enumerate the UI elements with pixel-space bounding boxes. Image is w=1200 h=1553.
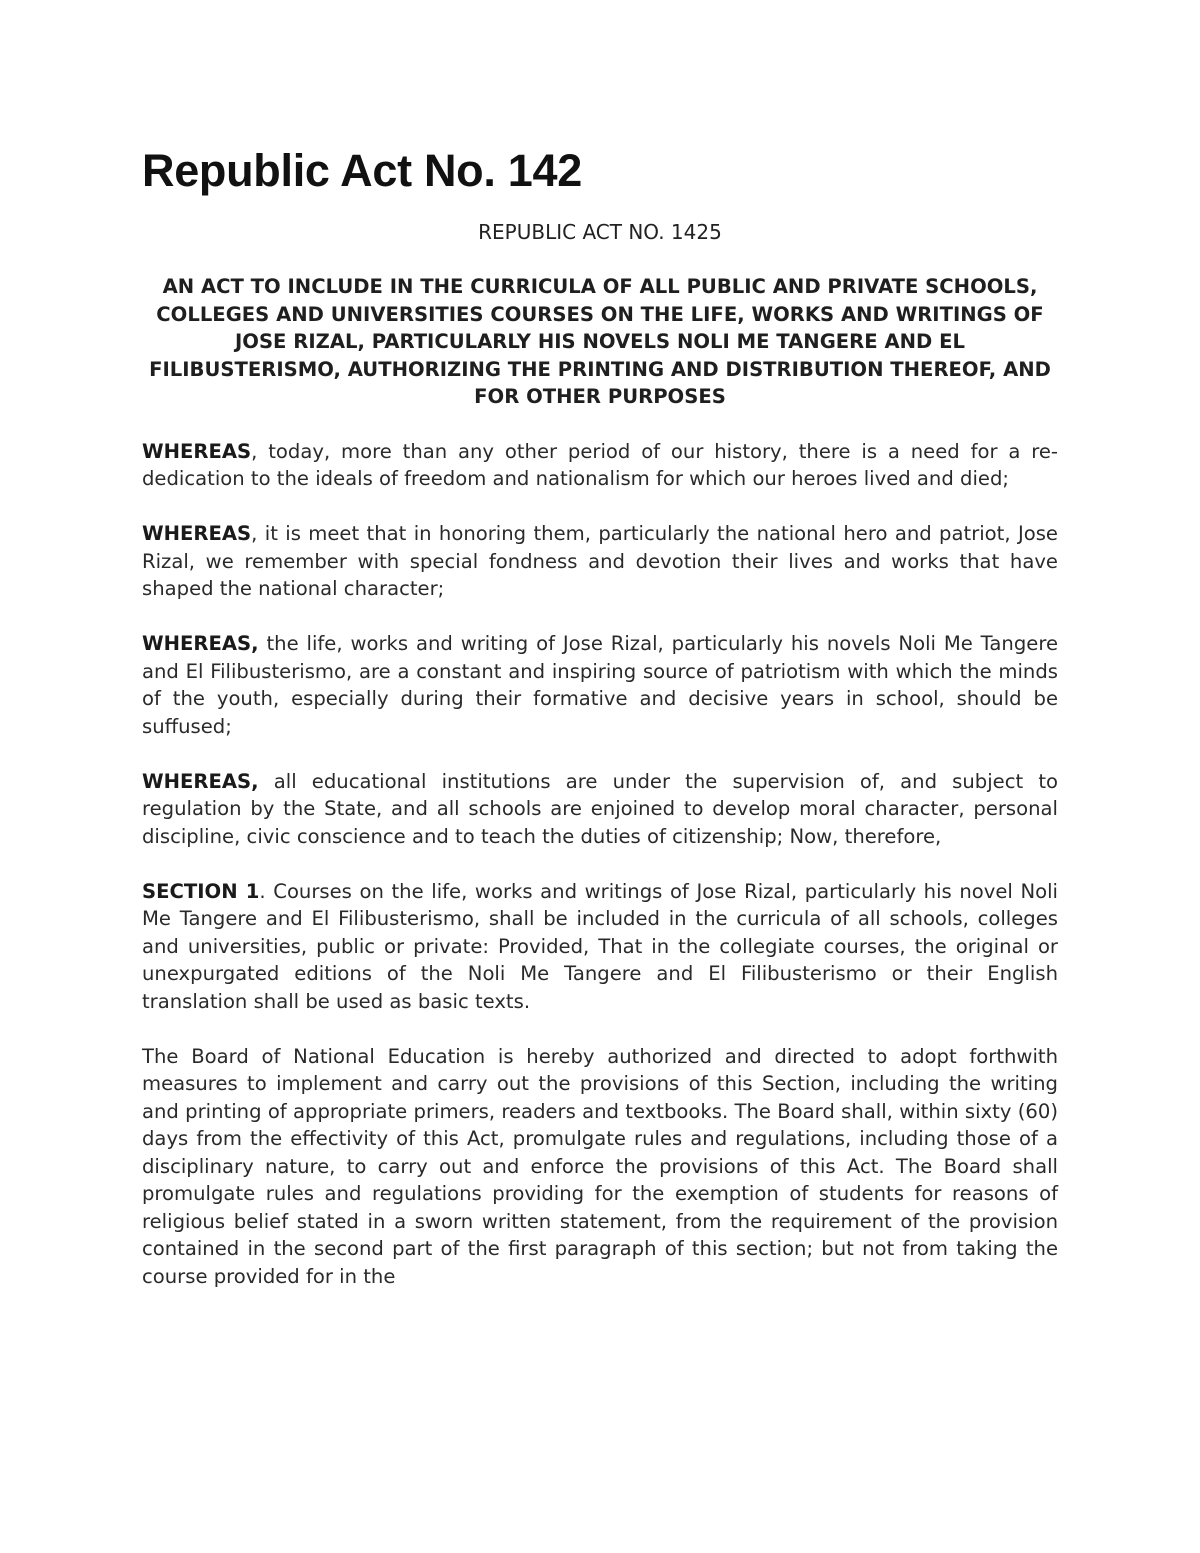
paragraph-text: , today, more than any other period of our history, there is a need for a re-dedication to the ideals of freedom and nationalism for which our heroes lived and died;	[142, 439, 1058, 490]
paragraph-text: the life, works and writing of Jose Rizal, particularly his novels Noli Me Tangere and El Filibusterismo, are a constant and inspiring source of patriotism with which the minds of the youth, especially during their formative and decisive years in school, should be suffused;	[142, 632, 1058, 738]
paragraph-text: The Board of National Education is hereby authorized and directed to adopt forthwith measures to implement and carry out the provisions of this Section, including the writing and printing of appropriate primers, readers and textbooks. The Board shall, within sixty (60) days from the effectivity of this Act, promulgate rules and regulations, including those of a disciplinary nature, to carry out and enforce the provisions of this Act. The Board shall promulgate rules and regulations providing for the exemption of students for reasons of religious belief stated in a sworn written statement, from the requirement of the provision contained in the second part of the first paragraph of this section; but not from taking the course provided for in the	[142, 1044, 1058, 1288]
board-paragraph	[142, 1043, 1058, 1291]
paragraph-lead: WHEREAS	[142, 439, 252, 463]
whereas-paragraph-3	[142, 630, 1058, 740]
document-title: Republic Act No. 142	[142, 145, 582, 196]
whereas-paragraph-4	[142, 768, 1058, 851]
paragraph-text: . Courses on the life, works and writings of Jose Rizal, particularly his novel Noli Me Tangere and El Filibusterismo, shall be included in the curricula of all schools, colleges and universities, public or private: Provided, That in the collegiate courses, the original or unexpurgated editions of the Noli Me Tangere and El Filibusterismo or their English translation shall be used as basic texts.	[142, 879, 1058, 1013]
paragraph-lead: WHEREAS	[142, 522, 252, 545]
paragraph-text: all educational institutions are under the supervision of, and subject to regulation by the State, and all schools are enjoined to develop moral character, personal discipline, civic conscience and to teach the duties of citizenship; Now, therefore,	[142, 769, 1058, 848]
document-page	[142, 140, 1058, 1318]
paragraph-lead: WHEREAS,	[142, 632, 259, 655]
act-title-heading: AN ACT TO INCLUDE IN THE CURRICULA OF ALL PUBLIC AND PRIVATE SCHOOLS, COLLEGES AND UNIVERSITIES COURSES ON THE LIFE, WORKS AND WRITINGS OF JOSE RIZAL, PARTICULARLY HIS NOVELS NOLI ME TANGERE AND EL FILIBUSTERISMO, AUTHORIZING THE PRINTING AND DISTRIBUTION THEREOF, AND FOR OTHER PURPOSES	[149, 275, 1051, 408]
whereas-paragraph-2	[142, 520, 1058, 603]
section-1-paragraph	[142, 878, 1058, 1016]
whereas-paragraph-1	[142, 438, 1058, 493]
paragraph-text: , it is meet that in honoring them, particularly the national hero and patriot, Jose Rizal, we remember with special fondness and devotion their lives and works that have shaped the national character;	[142, 522, 1058, 600]
act-number-heading: REPUBLIC ACT NO. 1425	[478, 220, 722, 244]
paragraph-lead: SECTION 1	[142, 879, 260, 903]
paragraph-lead: WHEREAS,	[142, 769, 259, 793]
